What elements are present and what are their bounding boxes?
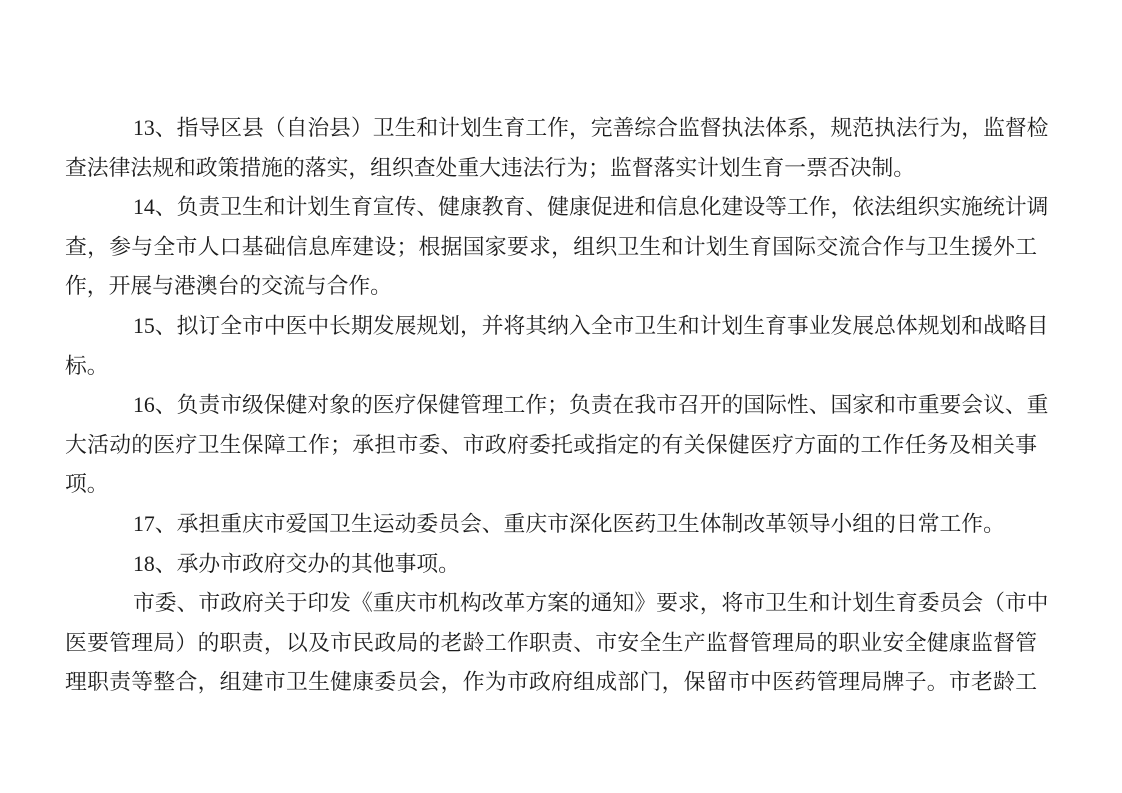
text-line: 18、承办市政府交办的其他事项。 <box>133 551 460 576</box>
text-line: 查，参与全市人口基础信息库建设；根据国家要求，组织卫生和计划生育国际交流合作与卫生援外工 <box>65 234 1037 259</box>
text-line: 13、指导区县（自治县）卫生和计划生育工作，完善综合监督执法体系，规范执法行为，监督检 <box>133 116 1049 140</box>
text-line: 大活动的医疗卫生保障工作；承担市委、市政府委托或指定的有关保健医疗方面的工作任务及相关事 <box>65 432 1037 457</box>
paragraph <box>65 307 1049 386</box>
text-line: 17、承担重庆市爱国卫生运动委员会、重庆市深化医药卫生体制改革领导小组的日常工作。 <box>133 511 1005 536</box>
paragraph <box>65 505 1037 545</box>
text-line: 查法律法规和政策措施的落实，组织查处重大违法行为；监督落实计划生育一票否决制。 <box>65 155 916 180</box>
text-line: 市委、市政府关于印发《重庆市机构改革方案的通知》要求，将市卫生和计划生育委员会（市中 <box>133 591 1049 616</box>
paragraph <box>65 545 1037 585</box>
text-block <box>65 109 1049 703</box>
text-line: 理职责等整合，组建市卫生健康委员会，作为市政府组成部门，保留市中医药管理局牌子。市老龄工 <box>65 670 1037 695</box>
text-line: 标。 <box>65 353 109 378</box>
paragraph <box>65 109 1049 188</box>
paragraph <box>65 188 1049 307</box>
text-line: 项。 <box>65 472 109 497</box>
paragraph <box>65 584 1049 703</box>
text-line: 14、负责卫生和计划生育宣传、健康教育、健康促进和信息化建设等工作，依法组织实施统计调 <box>133 195 1049 220</box>
text-line: 16、负责市级保健对象的医疗保健管理工作；负责在我市召开的国际性、国家和市重要会议、重 <box>133 393 1049 418</box>
paragraph <box>65 386 1049 505</box>
text-line: 医要管理局）的职责，以及市民政局的老龄工作职责、市安全生产监督管理局的职业安全健康监督管 <box>65 630 1037 655</box>
text-line: 15、拟订全市中医中长期发展规划，并将其纳入全市卫生和计划生育事业发展总体规划和战略目 <box>133 313 1049 338</box>
text-line: 作，开展与港澳台的交流与合作。 <box>65 274 392 299</box>
